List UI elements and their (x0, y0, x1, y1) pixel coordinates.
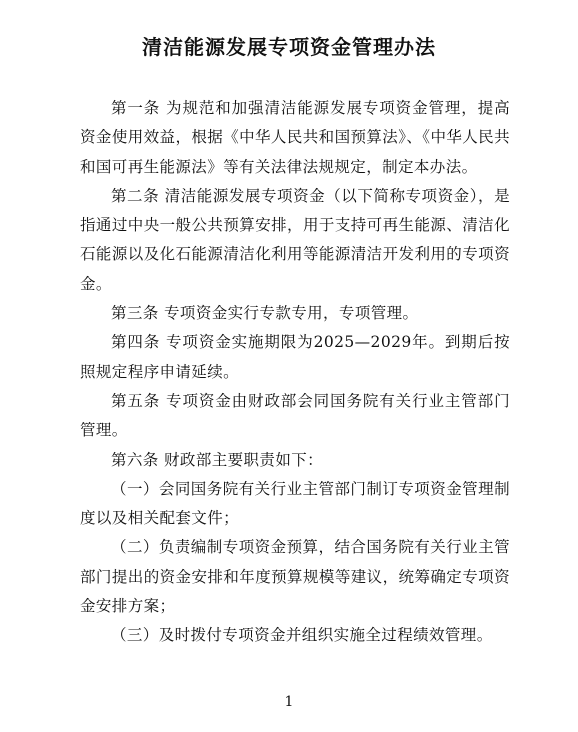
article-5: 第五条 专项资金由财政部会同国务院有关行业主管部门管理。 (80, 391, 510, 440)
article-6-item-3: （三）及时拨付专项资金并组织实施全过程绩效管理。 (111, 626, 493, 645)
article-1: 第一条 为规范和加强清洁能源发展专项资金管理，提高资金使用效益，根据《中华人民共和国预算法》、《中华人民共和国可再生能源法》等有关法律法规规定，制定本办法。 (80, 99, 510, 176)
article-2: 第二条 清洁能源发展专项资金（以下简称专项资金），是指通过中央一般公共预算安排，用于支持可再生能源、清洁化石能源以及化石能源清洁化利用等能源清洁开发利用的专项资金。 (80, 186, 510, 293)
article-3: 第三条 专项资金实行专款专用，专项管理。 (111, 304, 419, 323)
article-4: 第四条 专项资金实施期限为2025—2029年。到期后按照规定程序申请延续。 (80, 333, 510, 381)
document-body (80, 94, 510, 651)
article-6-item-2: （二）负责编制专项资金预算，结合国务院有关行业主管部门提出的资金安排和年度预算规模等建议，统筹确定专项资金安排方案； (80, 538, 510, 616)
article-6-item-1: （一）会同国务院有关行业主管部门制订专项资金管理制度以及相关配套文件； (80, 479, 510, 528)
document-title: 清洁能源发展专项资金管理办法 (142, 35, 436, 59)
page-number: 1 (284, 694, 294, 710)
article-6: 第六条 财政部主要职责如下： (111, 450, 324, 469)
